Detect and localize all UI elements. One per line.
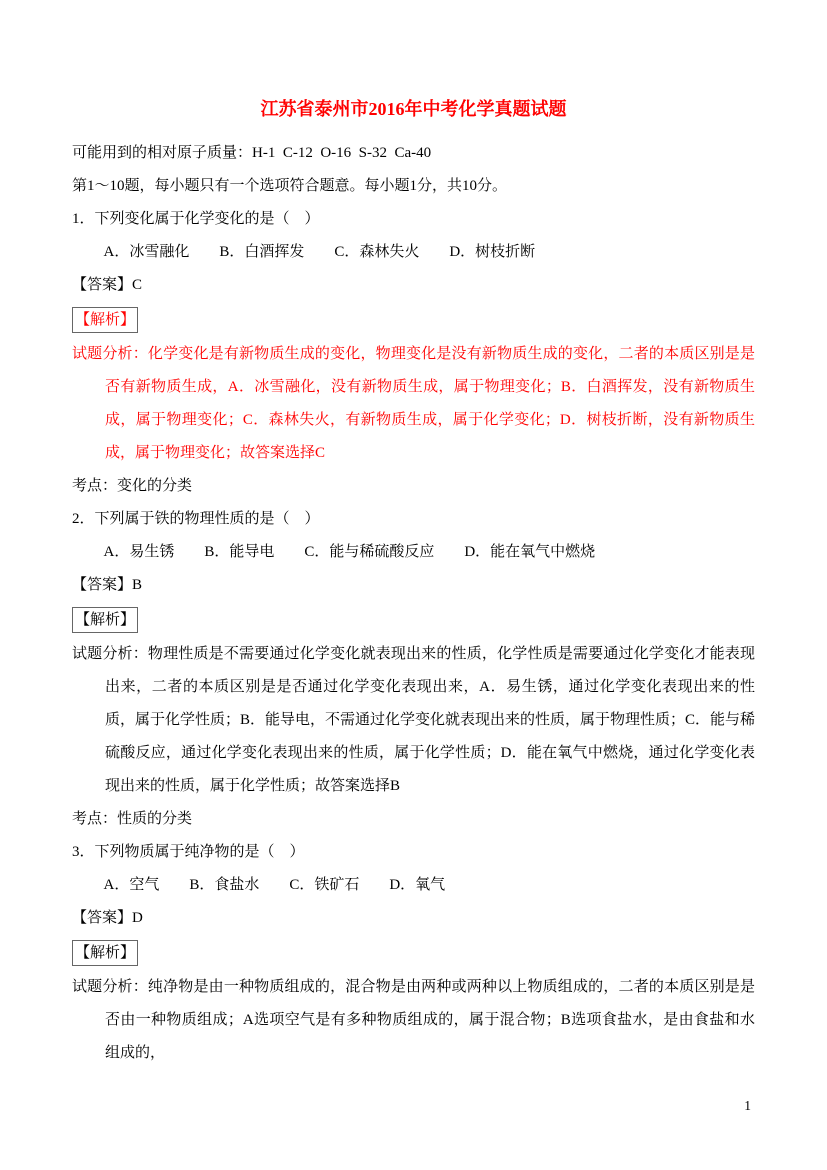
question-3-stem: 3．下列物质属于纯净物的是（ ） [72, 844, 305, 860]
question-3-analysis: 试题分析：纯净物是由一种物质组成的，混合物是由两种或两种以上物质组成的，二者的本质区别是是否由一种物质组成；A选项空气是有多种物质组成的，属于混合物；B选项食盐水，是由食盐和水组成的， [72, 979, 755, 1061]
question-2-options: A．易生锈 B．能导电 C．能与稀硫酸反应 D．能在氧气中燃烧 [103, 544, 596, 560]
page-title: 江苏省泰州市2016年中考化学真题试题 [260, 99, 567, 119]
question-3-analysis-label: 【解析】 [72, 940, 138, 966]
question-2-analysis: 试题分析：物理性质是不需要通过化学变化就表现出来的性质，化学性质是需要通过化学变化才能表现出来，二者的本质区别是是否通过化学变化表现出来，A．易生锈，通过化学变化表现出来的性质，属于化学性质；B．能导电，不需通过化学变化就表现出来的性质，属于物理性质；C．能与稀硫酸反应，通过化学变化表现出来的性质，属于化学性质；D．能在氧气中燃烧，通过化学变化表现出来的性质，属于化学性质；故答案选择B [72, 646, 756, 794]
question-2-analysis-label: 【解析】 [72, 607, 138, 633]
question-3-answer: 【答案】D [72, 910, 143, 926]
question-1-answer: 【答案】C [72, 277, 143, 293]
question-2-stem: 2．下列属于铁的物理性质的是（ ） [72, 511, 320, 527]
instructions-line: 第1～10题，每小题只有一个选项符合题意。每小题1分，共10分。 [72, 178, 508, 194]
question-2-answer: 【答案】B [72, 577, 143, 593]
question-3 [72, 836, 755, 1070]
question-1 [72, 203, 755, 503]
question-1-analysis: 试题分析：化学变化是有新物质生成的变化，物理变化是没有新物质生成的变化，二者的本质区别是是否有新物质生成，A．冰雪融化，没有新物质生成，属于物理变化；B．白酒挥发，没有新物质生成，属于物理变化；C．森林失火，有新物质生成，属于化学变化；D．树枝折断，没有新物质生成，属于物理变化；故答案选择C [72, 346, 755, 461]
page-number: 1 [744, 1097, 751, 1113]
atomic-masses-line: 可能用到的相对原子质量：H-1 C-12 O-16 S-32 Ca-40 [72, 145, 432, 161]
question-1-topic: 考点：变化的分类 [72, 478, 193, 494]
question-1-analysis-label: 【解析】 [72, 307, 138, 333]
question-1-options: A．冰雪融化 B．白酒挥发 C．森林失火 D．树枝折断 [103, 244, 536, 260]
question-1-stem: 1．下列变化属于化学变化的是（ ） [72, 211, 320, 227]
question-2 [72, 503, 755, 836]
question-3-options: A．空气 B．食盐水 C．铁矿石 D．氧气 [103, 877, 446, 893]
question-2-topic: 考点：性质的分类 [72, 811, 193, 827]
